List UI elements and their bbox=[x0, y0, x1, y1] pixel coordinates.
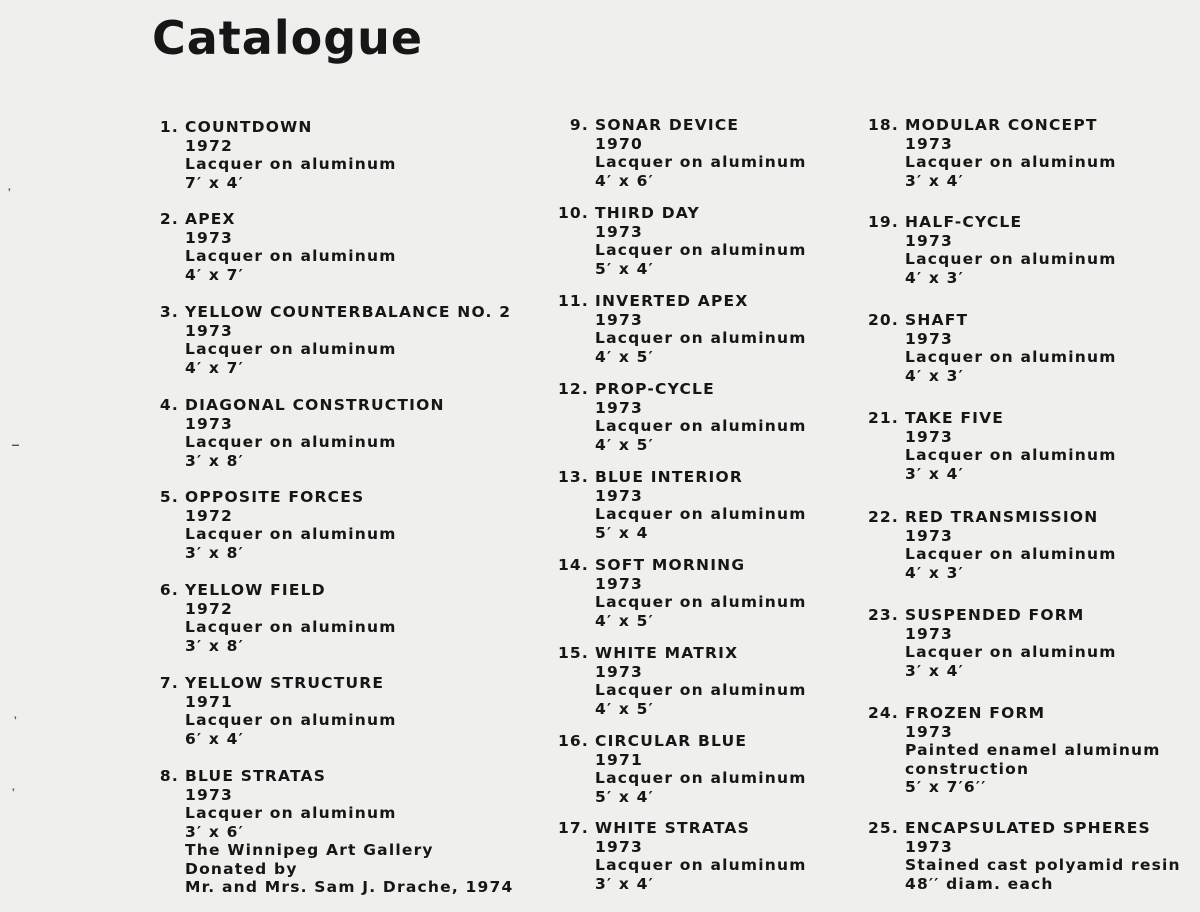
entry-year: 1973 bbox=[905, 624, 953, 643]
entry-title: OPPOSITE FORCES bbox=[185, 488, 365, 506]
entry-size: 48′′ diam. each bbox=[905, 874, 1054, 893]
entry-title: APEX bbox=[185, 210, 236, 228]
entry-medium: Lacquer on aluminum bbox=[595, 153, 807, 171]
entry-year: 1973 bbox=[905, 722, 953, 741]
entry-number: 9. bbox=[569, 116, 589, 134]
entry-title: WHITE MATRIX bbox=[595, 644, 739, 662]
entry-title: WHITE STRATAS bbox=[595, 819, 750, 837]
entry-number: 14. bbox=[557, 556, 589, 574]
entry-number: 21. bbox=[867, 409, 899, 427]
entry-title: INVERTED APEX bbox=[595, 292, 749, 310]
entry-size: 5′ x 4′ bbox=[595, 787, 654, 806]
entry-medium: Lacquer on aluminum bbox=[595, 681, 807, 699]
entry-medium: Lacquer on aluminum bbox=[595, 505, 807, 523]
entry-title: COUNTDOWN bbox=[185, 118, 313, 136]
entry-title: DIAGONAL CONSTRUCTION bbox=[185, 396, 445, 414]
entry-medium: Lacquer on aluminum bbox=[905, 545, 1117, 563]
entry-title: CIRCULAR BLUE bbox=[595, 732, 748, 750]
entry-medium: Lacquer on aluminum bbox=[595, 417, 807, 435]
entry-size: 5′ x 4 bbox=[595, 523, 649, 542]
entry-number: 5. bbox=[159, 488, 179, 506]
entry-size: 3′ x 6′ bbox=[185, 822, 244, 841]
entry-number: 15. bbox=[557, 644, 589, 662]
entry-title: BLUE STRATAS bbox=[185, 767, 327, 785]
entry-title: MODULAR CONCEPT bbox=[905, 116, 1098, 134]
entry-year: 1973 bbox=[905, 526, 953, 545]
entry-title: YELLOW COUNTERBALANCE NO. 2 bbox=[185, 303, 512, 321]
page-edge-mark: ❜ bbox=[14, 716, 17, 726]
entry-medium: Lacquer on aluminum bbox=[595, 329, 807, 347]
entry-size: 4′ x 5′ bbox=[595, 435, 654, 454]
entry-size: 4′ x 3′ bbox=[905, 563, 964, 582]
entry-title: YELLOW FIELD bbox=[185, 581, 326, 599]
entry-size: 5′ x 7′6′′ bbox=[905, 778, 987, 796]
page-edge-mark: ❜ bbox=[12, 788, 15, 798]
entry-number: 13. bbox=[557, 468, 589, 486]
entry-title: BLUE INTERIOR bbox=[595, 468, 744, 486]
entry-note: Donated by bbox=[185, 859, 298, 878]
entry-number: 7. bbox=[159, 674, 179, 692]
entry-number: 18. bbox=[867, 116, 899, 134]
entry-year: 1973 bbox=[595, 837, 643, 856]
entry-title: SONAR DEVICE bbox=[595, 116, 740, 134]
entry-note: The Winnipeg Art Gallery bbox=[185, 841, 434, 859]
entry-size: 3′ x 4′ bbox=[905, 464, 964, 483]
entry-size: 4′ x 7′ bbox=[185, 358, 244, 377]
entry-year: 1973 bbox=[905, 329, 953, 348]
entry-year: 1972 bbox=[185, 599, 233, 618]
entry-size: 6′ x 4′ bbox=[185, 729, 244, 748]
entry-year: 1973 bbox=[595, 486, 643, 505]
entry-medium: Lacquer on aluminum bbox=[595, 593, 807, 611]
entry-number: 1. bbox=[159, 118, 179, 136]
entry-number: 8. bbox=[159, 767, 179, 785]
entry-number: 25. bbox=[867, 819, 899, 837]
entry-year: 1972 bbox=[185, 136, 233, 155]
page-edge-mark: ▔ bbox=[12, 446, 19, 456]
entry-medium: Stained cast polyamid resin bbox=[905, 856, 1181, 874]
entry-medium: Lacquer on aluminum bbox=[185, 247, 397, 265]
entry-year: 1973 bbox=[595, 222, 643, 241]
entry-size: 3′ x 4′ bbox=[905, 661, 964, 680]
entry-number: 10. bbox=[557, 204, 589, 222]
entry-size: 4′ x 3′ bbox=[905, 268, 964, 287]
entry-year: 1973 bbox=[595, 574, 643, 593]
entry-year: 1972 bbox=[185, 506, 233, 525]
entry-medium: Lacquer on aluminum bbox=[185, 711, 397, 729]
entry-size: 4′ x 3′ bbox=[905, 366, 964, 385]
entry-title: THIRD DAY bbox=[595, 204, 700, 222]
entry-year: 1973 bbox=[185, 414, 233, 433]
entry-number: 3. bbox=[159, 303, 179, 321]
entry-medium: Lacquer on aluminum bbox=[595, 241, 807, 259]
entry-year: 1971 bbox=[185, 692, 233, 711]
entry-number: 23. bbox=[867, 606, 899, 624]
entry-medium: Lacquer on aluminum bbox=[905, 153, 1117, 171]
entry-medium: Lacquer on aluminum bbox=[905, 250, 1117, 268]
entry-title: SUSPENDED FORM bbox=[905, 606, 1085, 624]
entry-note: Mr. and Mrs. Sam J. Drache, 1974 bbox=[185, 878, 514, 896]
entry-medium: Lacquer on aluminum bbox=[185, 340, 397, 358]
entry-year: 1973 bbox=[185, 228, 233, 247]
entry-size: 4′ x 7′ bbox=[185, 265, 244, 284]
entry-year: 1971 bbox=[595, 750, 643, 769]
entry-number: 24. bbox=[867, 704, 899, 722]
entry-number: 2. bbox=[159, 210, 179, 228]
entry-title: HALF-CYCLE bbox=[905, 213, 1023, 231]
entry-year: 1973 bbox=[595, 398, 643, 417]
entry-year: 1970 bbox=[595, 134, 643, 153]
entry-number: 6. bbox=[159, 581, 179, 599]
entry-number: 22. bbox=[867, 508, 899, 526]
page-title: Catalogue bbox=[152, 11, 424, 65]
entry-medium: Lacquer on aluminum bbox=[595, 769, 807, 787]
entry-title: TAKE FIVE bbox=[905, 409, 1005, 427]
entry-size: 3′ x 8′ bbox=[185, 636, 244, 655]
entry-medium: Lacquer on aluminum bbox=[185, 433, 397, 451]
entry-year: 1973 bbox=[905, 231, 953, 250]
entry-medium: Lacquer on aluminum bbox=[185, 525, 397, 543]
entry-title: SOFT MORNING bbox=[595, 556, 746, 574]
entry-year: 1973 bbox=[185, 321, 233, 340]
entry-size: 3′ x 4′ bbox=[595, 874, 654, 893]
entry-year: 1973 bbox=[905, 427, 953, 446]
entry-number: 20. bbox=[867, 311, 899, 329]
entry-medium: Lacquer on aluminum bbox=[185, 155, 397, 173]
entry-title: PROP-CYCLE bbox=[595, 380, 715, 398]
entry-title: YELLOW STRUCTURE bbox=[185, 674, 385, 692]
entry-medium: Lacquer on aluminum bbox=[185, 804, 397, 822]
entry-size: 3′ x 8′ bbox=[185, 543, 244, 562]
entry-medium: Lacquer on aluminum bbox=[905, 446, 1117, 464]
entry-number: 16. bbox=[557, 732, 589, 750]
entry-year: 1973 bbox=[595, 310, 643, 329]
page-edge-mark: ❜ bbox=[8, 188, 11, 198]
entry-year: 1973 bbox=[185, 785, 233, 804]
entry-size: 4′ x 5′ bbox=[595, 699, 654, 718]
entry-medium: Lacquer on aluminum bbox=[595, 856, 807, 874]
entry-year: 1973 bbox=[905, 134, 953, 153]
entry-number: 4. bbox=[159, 396, 179, 414]
entry-number: 11. bbox=[557, 292, 589, 310]
entry-title: RED TRANSMISSION bbox=[905, 508, 1099, 526]
entry-size: 3′ x 8′ bbox=[185, 451, 244, 470]
entry-size: 4′ x 5′ bbox=[595, 611, 654, 630]
entry-year: 1973 bbox=[595, 662, 643, 681]
entry-size: 5′ x 4′ bbox=[595, 259, 654, 278]
entry-title: ENCAPSULATED SPHERES bbox=[905, 819, 1151, 837]
entry-medium: Lacquer on aluminum bbox=[905, 348, 1117, 366]
entry-medium: Painted enamel aluminum construction bbox=[905, 741, 1161, 778]
entry-number: 19. bbox=[867, 213, 899, 231]
entry-title: SHAFT bbox=[905, 311, 969, 329]
entry-number: 12. bbox=[557, 380, 589, 398]
entry-size: 7′ x 4′ bbox=[185, 173, 244, 192]
entry-title: FROZEN FORM bbox=[905, 704, 1046, 722]
entry-size: 4′ x 6′ bbox=[595, 171, 654, 190]
entry-year: 1973 bbox=[905, 837, 953, 856]
entry-size: 3′ x 4′ bbox=[905, 171, 964, 190]
entry-medium: Lacquer on aluminum bbox=[905, 643, 1117, 661]
entry-medium: Lacquer on aluminum bbox=[185, 618, 397, 636]
entry-number: 17. bbox=[557, 819, 589, 837]
entry-size: 4′ x 5′ bbox=[595, 347, 654, 366]
